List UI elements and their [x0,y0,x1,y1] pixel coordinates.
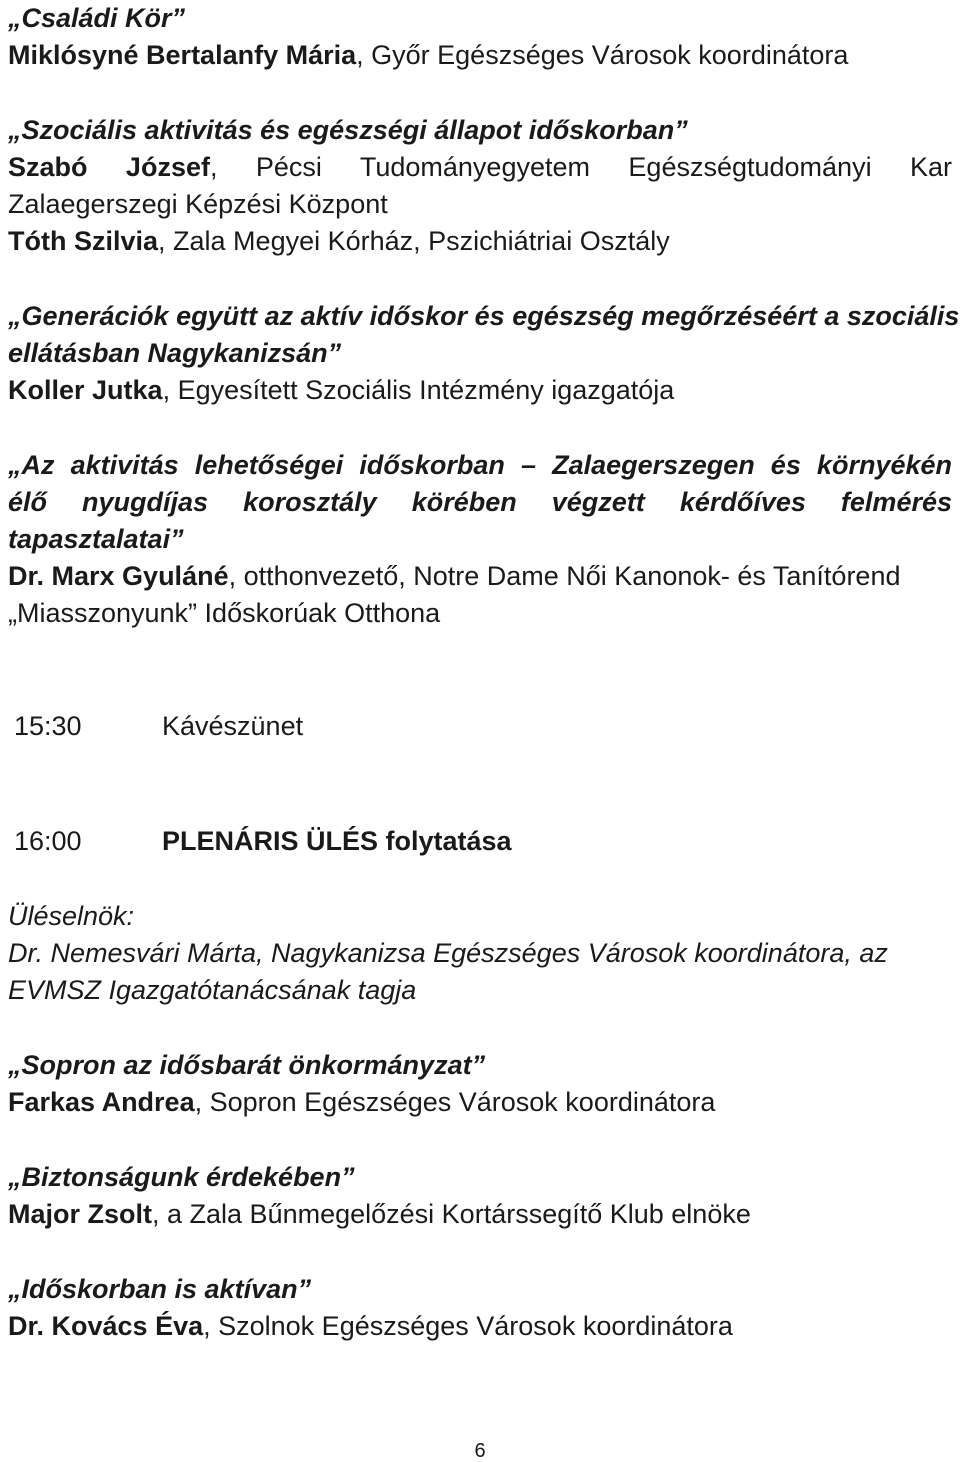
speaker-line [8,1308,952,1345]
speaker-affiliation: , Pécsi Tudományegyetem Egészségtudományi Kar [209,152,953,182]
talk-title-cont: tapasztalatai” [8,524,184,554]
plenary-time: 16:00 [14,826,82,856]
break-label: Kávészünet [162,711,304,741]
talk-title: „Biztonságunk érdekében” [8,1162,355,1192]
speaker-affiliation: , Egyesített Szociális Intézmény igazgatója [162,375,675,405]
speaker-name: Farkas Andrea [8,1087,195,1117]
talk-title: „Sopron az idősbarát önkormányzat” [8,1050,486,1080]
speaker-affiliation-cont: Zalaegerszegi Képzési Központ [8,189,388,219]
talk-title: „Generációk együtt az aktív időskor és egészség megőrzéséért a szociális [8,301,960,331]
speaker-line [8,223,952,260]
talk-title-cont: ellátásban Nagykanizsán” [8,338,342,368]
speaker-affiliation: , Sopron Egészséges Városok koordinátora [194,1087,716,1117]
break-time: 15:30 [14,711,82,741]
chair-line: Dr. Nemesvári Márta, Nagykanizsa Egészséges Városok koordinátora, az [8,938,888,968]
speaker-name: Dr. Kovács Éva [8,1311,204,1341]
talk-title: „Szociális aktivitás és egészségi állapot időskorban” [8,115,688,145]
talk-title: „Családi Kör” [8,3,186,33]
speaker-affiliation-cont: „Miasszonyunk” Időskorúak Otthona [8,598,441,628]
speaker-affiliation: , Szolnok Egészséges Városok koordinátora [203,1311,733,1341]
speaker-line [8,1196,952,1233]
speaker-line [8,37,952,74]
speaker-name: Dr. Marx Gyuláné [8,561,229,591]
speaker-line [8,149,952,186]
speaker-name: Szabó József [8,152,210,182]
speaker-line [8,1084,952,1121]
speaker-affiliation: , otthonvezető, Notre Dame Női Kanonok- és Tanítórend [228,561,901,591]
speaker-affiliation: , Zala Megyei Kórház, Pszichiátriai Osztály [158,226,670,256]
talk-title: „Az aktivitás lehetőségei időskorban – Zalaegerszegen és környékén [8,450,952,480]
talk-title: „Időskorban is aktívan” [8,1274,312,1304]
page-number: 6 [474,1440,486,1462]
speaker-line [8,558,952,595]
plenary-label: PLENÁRIS ÜLÉS folytatása [162,826,512,856]
speaker-name: Koller Jutka [8,375,163,405]
speaker-affiliation: , a Zala Bűnmegelőzési Kortárssegítő Klub elnöke [152,1199,751,1229]
speaker-name: Major Zsolt [8,1199,153,1229]
plenary-row [8,823,952,860]
break-row [8,708,952,745]
chair-line-cont: EVMSZ Igazgatótanácsának tagja [8,975,417,1005]
speaker-name: Miklósyné Bertalanfy Mária [8,40,357,70]
talk-title-cont: élő nyugdíjas korosztály körében végzett kérdőíves felmérés [8,487,952,517]
speaker-affiliation: , Győr Egészséges Városok koordinátora [356,40,849,70]
speaker-name: Tóth Szilvia [8,226,159,256]
speaker-line [8,372,952,409]
chair-heading: Üléselnök: [8,901,135,931]
